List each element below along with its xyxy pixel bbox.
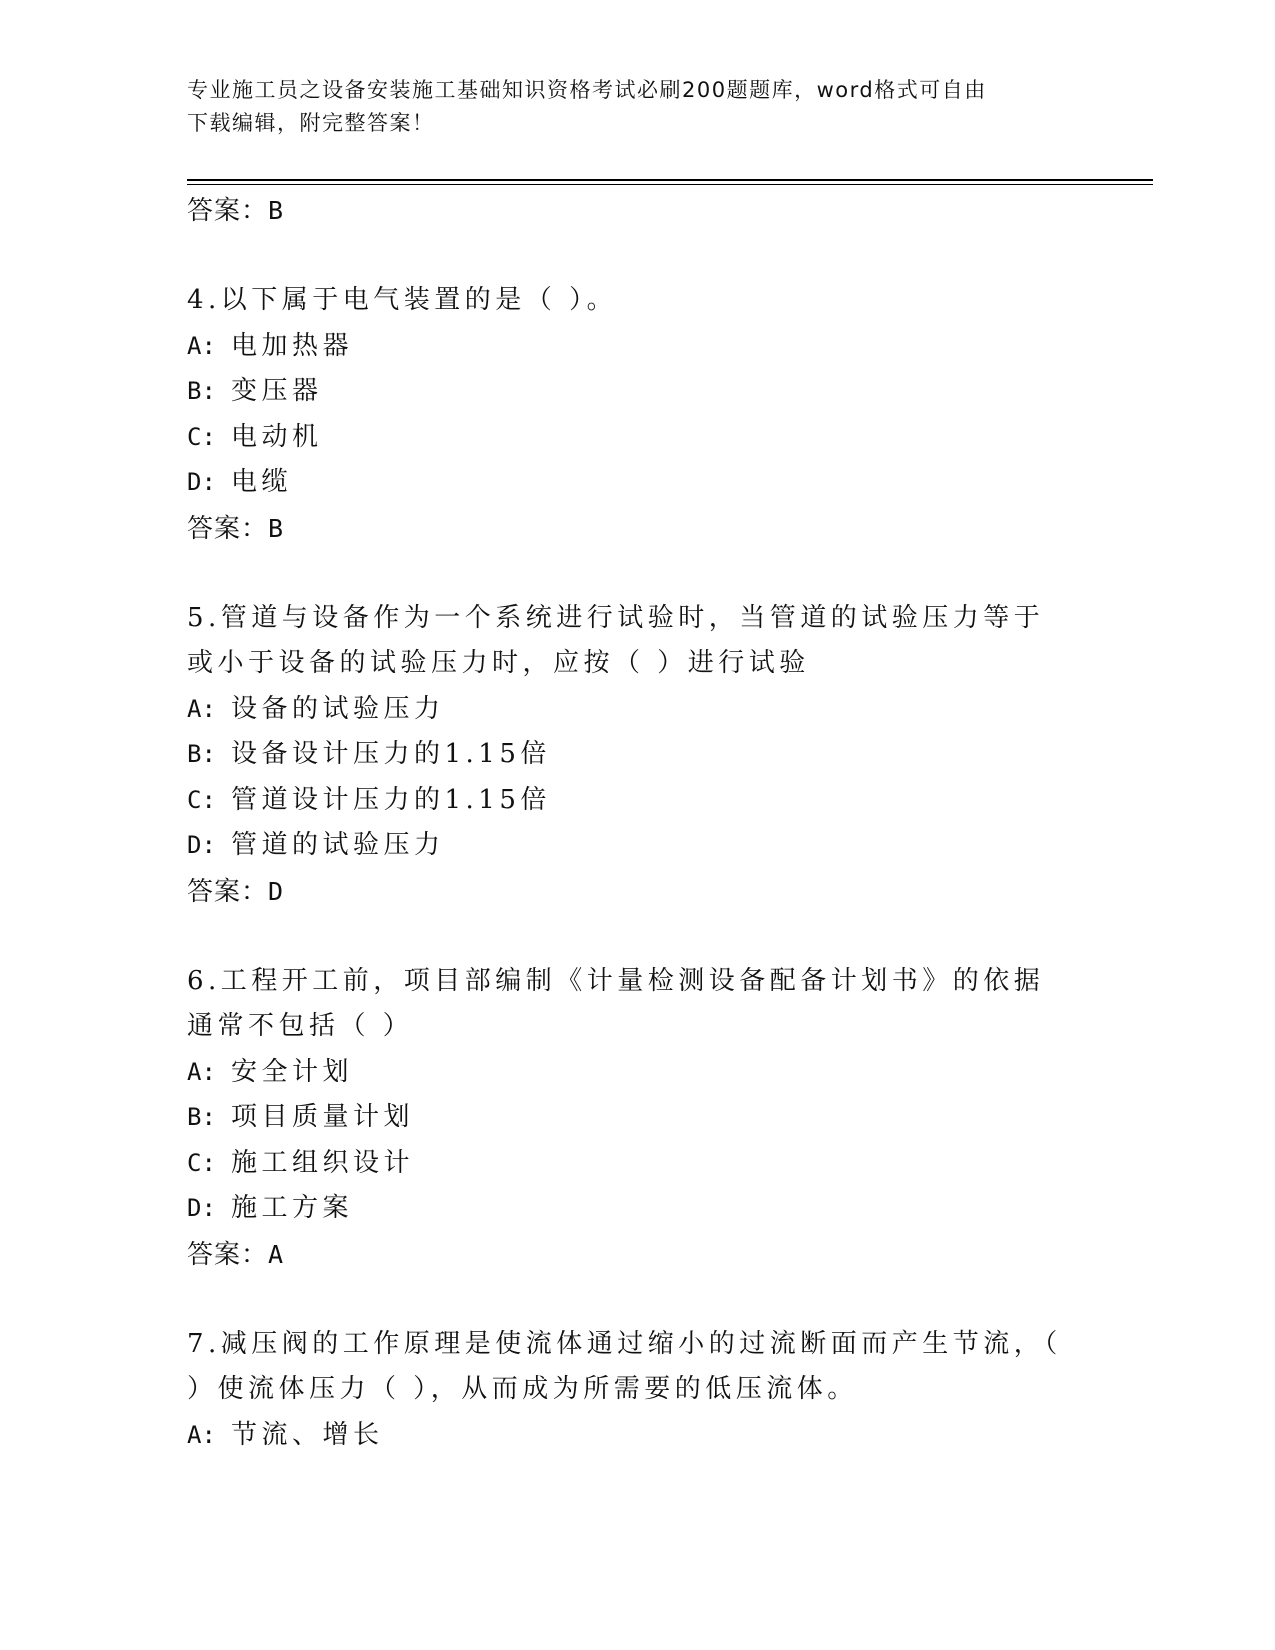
question-stem: 6.工程开工前，项目部编制《计量检测设备配备计划书》的依据通常不包括（ ） bbox=[187, 965, 1045, 1041]
answer-line bbox=[187, 1232, 1087, 1278]
spacer bbox=[187, 1278, 1087, 1322]
option-key: B: bbox=[187, 1103, 216, 1131]
option-text: 电动机 bbox=[231, 421, 323, 452]
option-d bbox=[187, 460, 1087, 506]
option-a bbox=[187, 687, 1087, 733]
question-stem: 5.管道与设备作为一个系统进行试验时，当管道的试验压力等于或小于设备的试验压力时，应按（ ）进行试验 bbox=[187, 602, 1045, 678]
option-text: 安全计划 bbox=[231, 1056, 354, 1087]
option-key: C: bbox=[187, 1148, 216, 1177]
question-stem: 7.减压阀的工作原理是使流体通过缩小的过流断面而产生节流，（ ）使流体压力（ ），从而成为所需要的低压流体。 bbox=[187, 1328, 1062, 1404]
answer-line bbox=[187, 506, 1087, 552]
answer-label: 答案： bbox=[187, 513, 269, 544]
option-c bbox=[187, 778, 1087, 824]
header-divider-thick bbox=[187, 179, 1153, 181]
option-c bbox=[187, 1141, 1087, 1187]
answer-value: D bbox=[268, 876, 285, 906]
question-list bbox=[187, 188, 1087, 1458]
document-header bbox=[187, 74, 1067, 140]
option-text: 电缆 bbox=[231, 467, 293, 497]
answer-label: 答案： bbox=[187, 876, 269, 907]
answer-value: B bbox=[268, 196, 285, 225]
answer-line bbox=[187, 188, 1087, 234]
question-block bbox=[187, 278, 1087, 552]
option-text: 施工组织设计 bbox=[231, 1147, 415, 1178]
spacer bbox=[187, 915, 1087, 959]
answer-value: B bbox=[268, 513, 285, 543]
option-b bbox=[187, 732, 1087, 778]
header-line-2: 下载编辑，附完整答案！ bbox=[187, 111, 435, 135]
option-key: A: bbox=[187, 1057, 216, 1086]
header-divider-thin bbox=[187, 184, 1153, 185]
question-stem: 4.以下属于电气装置的是（ ）。 bbox=[187, 285, 618, 315]
answer-line bbox=[187, 869, 1087, 915]
option-key: A: bbox=[187, 331, 216, 360]
option-text: 管道设计压力的1.15倍 bbox=[231, 784, 551, 815]
option-key: D: bbox=[187, 468, 216, 496]
option-b bbox=[187, 1095, 1087, 1141]
option-text: 管道的试验压力 bbox=[231, 830, 445, 860]
option-key: A: bbox=[187, 694, 216, 723]
option-text: 电加热器 bbox=[231, 330, 354, 361]
spacer bbox=[187, 234, 1087, 278]
option-key: B: bbox=[187, 377, 216, 405]
option-key: C: bbox=[187, 785, 216, 814]
question-block bbox=[187, 959, 1087, 1278]
option-text: 变压器 bbox=[231, 376, 323, 406]
option-text: 施工方案 bbox=[231, 1193, 354, 1223]
option-a bbox=[187, 1050, 1087, 1096]
option-key: A: bbox=[187, 1420, 216, 1449]
option-c bbox=[187, 415, 1087, 461]
option-text: 设备设计压力的1.15倍 bbox=[231, 739, 551, 769]
option-d bbox=[187, 1186, 1087, 1232]
answer-value: A bbox=[268, 1239, 285, 1269]
header-line-1: 专业施工员之设备安装施工基础知识资格考试必刷200题题库，word格式可自由 bbox=[187, 78, 987, 102]
option-a bbox=[187, 1413, 1087, 1459]
option-key: B: bbox=[187, 740, 216, 768]
question-block bbox=[187, 1322, 1087, 1459]
answer-label: 答案： bbox=[187, 196, 269, 226]
option-key: C: bbox=[187, 422, 216, 451]
answer-label: 答案： bbox=[187, 1239, 269, 1270]
option-a bbox=[187, 324, 1087, 370]
spacer bbox=[187, 552, 1087, 596]
option-text: 项目质量计划 bbox=[231, 1102, 415, 1132]
question-block bbox=[187, 596, 1087, 915]
option-key: D: bbox=[187, 1194, 216, 1222]
option-key: D: bbox=[187, 831, 216, 859]
option-text: 节流、增长 bbox=[231, 1419, 384, 1450]
option-b bbox=[187, 369, 1087, 415]
option-d bbox=[187, 823, 1087, 869]
option-text: 设备的试验压力 bbox=[231, 693, 445, 724]
